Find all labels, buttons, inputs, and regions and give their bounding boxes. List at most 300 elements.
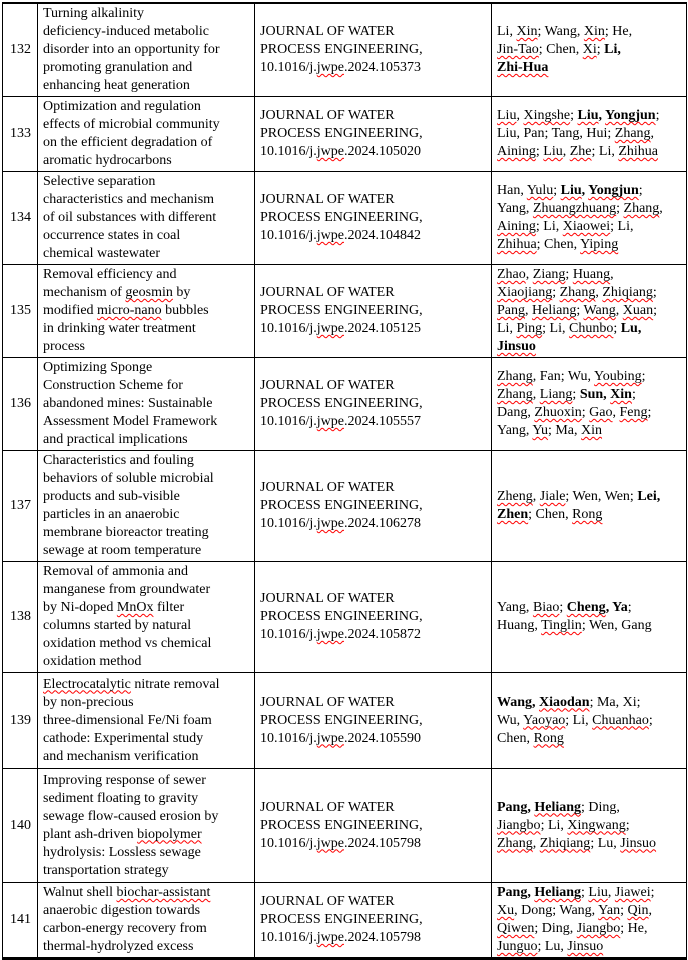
text-segment: 10.1016/j. [260,627,317,642]
journal-cell [255,97,492,172]
text-segment: 10.1016/j. [260,930,317,945]
row-number-cell: 138 [3,562,38,673]
text-segment: ; [565,267,573,282]
text-segment: ; [648,712,653,728]
text-segment: particles in an anaerobic [43,507,180,522]
text-segment: filter [153,600,185,615]
text-segment: chemical wastewater [43,246,160,261]
text-segment: plant ash-driven [43,826,138,842]
text-segment: Chen, [497,730,534,746]
title-cell [38,358,255,451]
journal-cell [255,172,492,265]
text-segment: by [172,285,191,300]
misspelled-word: Yulu [526,183,554,198]
text-segment: , [525,267,533,282]
misspelled-word: jwpe [316,321,344,336]
text-segment: cathode: Experimental study [43,730,204,746]
text-segment: PROCESS ENGINEERING, [260,498,423,513]
misspelled-word: Qin [627,903,649,918]
row-number-cell: 133 [3,97,38,172]
text-segment: JOURNAL OF WATER [260,378,395,393]
misspelled-word: Zheng [497,489,533,504]
title-cell [38,673,255,769]
text-segment: , [598,108,606,123]
text-segment: ; [559,600,567,615]
text-segment: Walnut shell [43,885,117,900]
text-segment: ; [650,885,655,900]
table-row [3,172,687,265]
text-segment: , Dong; Wang, [514,903,599,918]
text-segment: Optimizing Sponge [43,360,153,375]
text-segment: ; Ding, [581,799,620,815]
text-segment: Improving response of sewer [43,772,206,788]
misspelled-word: Xin [516,24,538,39]
misspelled-word: Tinglin [541,618,582,633]
misspelled-word: Ziang [532,267,566,282]
text-segment: membrane bioreactor treating [43,525,209,540]
text-segment: ; He, [620,921,648,936]
text-segment: , [605,600,613,615]
text-segment: ; [596,42,605,57]
text-segment: ; [572,387,580,402]
text-segment: in drinking water treatment [43,321,196,336]
misspelled-word: Qiwen [497,921,535,936]
text-segment: ; [616,201,624,216]
text-segment: Assessment Model Framework [43,414,218,429]
text-segment: , [610,267,614,282]
misspelled-word: Jinsuo [567,939,604,954]
text-segment: JOURNAL OF WATER [260,799,395,815]
text-segment: Wu, [497,712,524,728]
text-segment: Removal efficiency and [43,267,177,282]
title-cell [38,451,255,562]
text-segment: Dang, [497,405,535,420]
text-segment: ; [655,108,660,123]
row-number-cell: 139 [3,673,38,769]
table-row [3,673,687,769]
title-cell [38,562,255,673]
misspelled-word: Heliang [534,885,582,900]
text-segment: , [595,285,603,300]
text-segment: , [612,405,620,420]
misspelled-word: Jiale [539,489,566,504]
misspelled-word: Liang [539,387,573,402]
text-segment: and practical implications [43,432,188,447]
misspelled-word: Jiawei [614,885,651,900]
journal-cell [255,883,492,959]
papers-table-body [3,3,687,959]
text-segment: ; Li, [540,817,568,833]
misspelled-word: Yongjun [605,108,656,123]
table-row [3,97,687,172]
misspelled-word: Gao [589,405,613,420]
row-number-cell: 134 [3,172,38,265]
text-segment: process [43,339,85,354]
misspelled-word: Zhihua [497,237,537,252]
text-segment: , [607,885,615,900]
text-segment: ; [552,285,560,300]
text-segment: ; [631,387,636,402]
text-segment: occurrence states in coal [43,228,181,243]
misspelled-word: Rong [572,507,603,522]
title-cell [38,265,255,358]
text-segment: ; Li, [591,144,619,159]
text-segment: PROCESS ENGINEERING, [260,210,423,225]
text-segment: PROCESS ENGINEERING, [260,126,423,141]
text-segment: bubbles [161,303,209,318]
authors-cell [492,172,687,265]
table-row [3,3,687,97]
journal-cell [255,3,492,97]
text-segment: oxidation method vs chemical [43,636,212,651]
text-segment: Li, [604,42,621,57]
text-segment: by non-precious [43,694,134,710]
text-segment: oxidation method [43,654,142,669]
text-segment: , [525,303,532,318]
misspelled-word: Chuanhao [592,712,649,728]
text-segment: on the efficient degradation of [43,135,213,150]
table-row [3,883,687,959]
text-segment: sewage at room temperature [43,543,202,558]
misspelled-word: Aining [497,219,536,234]
misspelled-word: Xiaowei [562,219,611,234]
text-segment: characteristics and mechanism [43,192,215,207]
misspelled-word: Zhiqiang [539,835,591,851]
text-segment: Characteristics and fouling [43,453,194,468]
misspelled-word: Yiping [580,237,619,252]
text-segment: , [615,303,623,318]
text-segment: ; [627,600,632,615]
text-segment: 10.1016/j. [260,835,317,851]
misspelled-word: micro-nano [97,303,162,318]
text-segment: JOURNAL OF WATER [260,480,395,495]
text-segment: aromatic hydrocarbons [43,153,172,168]
authors-cell [492,769,687,883]
text-segment: PROCESS ENGINEERING, [260,303,423,318]
misspelled-word: Xin [583,24,605,39]
text-segment: 10.1016/j. [260,414,317,429]
text-segment: ; Ma, [547,423,582,438]
misspelled-word: Xi [582,42,597,57]
misspelled-word: jwpe [316,730,344,746]
text-segment: PROCESS ENGINEERING, [260,42,423,57]
misspelled-word: Rong [533,730,564,746]
text-segment: Removal of ammonia and [43,564,189,579]
misspelled-word: Xingshe [523,108,571,123]
text-segment: Lei, [637,489,661,504]
text-segment: , [648,903,652,918]
title-cell [38,3,255,97]
text-segment: nitrate removal [130,676,220,692]
misspelled-word: MnOx [116,600,154,615]
text-segment: Construction Scheme for [43,378,183,393]
text-segment: anaerobic digestion towards [43,903,201,918]
text-segment: ; [581,405,590,420]
misspelled-word: jwpe [316,835,344,851]
text-segment: Selective separation [43,174,156,189]
journal-cell [255,769,492,883]
text-segment: of oil substances with different [43,210,217,225]
text-segment: .2024.105798 [344,835,421,851]
text-segment: ; Ding, [534,921,577,936]
row-number-cell: 141 [3,883,38,959]
text-segment: 10.1016/j. [260,144,317,159]
title-cell [38,97,255,172]
text-segment: products and sub-visible [43,489,180,504]
text-segment: carbon-energy recovery from [43,921,207,936]
text-segment: ; Chen, [538,42,583,57]
text-segment: , [532,835,540,851]
misspelled-word: Zhang [497,835,533,851]
journal-cell [255,451,492,562]
misspelled-word: Liu [560,183,582,198]
text-segment: ; [652,285,657,300]
text-segment: hydrolysis: Lossless sewage [43,844,201,860]
row-number-cell: 140 [3,769,38,883]
misspelled-word: Jinsuo [497,339,536,354]
text-segment: ; Li, [535,219,563,234]
text-segment: ; Lu, [590,835,621,851]
text-segment: ; [638,183,643,198]
misspelled-word: Zhang [623,201,660,216]
text-segment: behaviors of soluble microbial [43,471,214,486]
misspelled-word: Zhi-Hua [497,60,549,75]
text-segment: JOURNAL OF WATER [260,694,395,710]
misspelled-word: Biao [532,600,560,615]
misspelled-word: Jin-Tao [497,42,539,57]
misspelled-word: jwpe [316,516,344,531]
text-segment: Liu, Pan; Tang, Hui; [497,126,615,141]
misspelled-word: Pang [497,303,525,318]
misspelled-word: Wang [583,303,616,318]
journal-cell [255,562,492,673]
text-segment: effects of microbial community [43,117,220,132]
text-segment: 10.1016/j. [260,516,317,531]
text-segment: .2024.105020 [344,144,421,159]
misspelled-word: Yongjun [588,183,639,198]
text-segment: abandoned mines: Sustainable [43,396,213,411]
text-segment: , [562,144,570,159]
papers-table [2,2,687,960]
misspelled-word: Zhuangzhuang [532,201,617,216]
misspelled-word: Jinsuo [620,835,657,851]
authors-cell [492,562,687,673]
text-segment: Ya [612,600,628,615]
text-segment: .2024.105590 [344,730,421,746]
misspelled-word: jwpe [316,144,344,159]
text-segment: , [659,201,663,216]
text-segment: ; Wang, [537,24,584,39]
misspelled-word: Aining [497,144,536,159]
text-segment: .2024.105125 [344,321,421,336]
table-row [3,451,687,562]
text-segment: Pang, [497,799,535,815]
misspelled-word: Zhihua [618,144,658,159]
misspelled-word: Liu [577,108,599,123]
row-number-cell: 136 [3,358,38,451]
row-number-cell: 132 [3,3,38,97]
journal-cell [255,673,492,769]
misspelled-word: jwpe [316,627,344,642]
text-segment: , Fan; Wu, [532,369,595,384]
text-segment: PROCESS ENGINEERING, [260,712,423,728]
misspelled-word: jwpe [316,930,344,945]
text-segment: ; Chen, [536,237,581,252]
text-segment: ; [581,885,589,900]
text-segment: ; Wen, Wen; [565,489,638,504]
misspelled-word: Electrocatalytic [43,676,131,692]
text-segment: JOURNAL OF WATER [260,894,395,909]
misspelled-word: jwpe [316,414,344,429]
text-segment: Pang, [497,885,535,900]
misspelled-word: Liu [588,885,608,900]
row-number-cell: 135 [3,265,38,358]
misspelled-word: Huang [572,267,611,282]
authors-cell [492,97,687,172]
misspelled-word: Zhuoxin [534,405,582,420]
authors-cell [492,358,687,451]
text-segment: enhancing heat generation [43,78,190,93]
text-segment: ; [641,369,646,384]
title-cell [38,172,255,265]
text-segment: 10.1016/j. [260,228,317,243]
text-segment: modified [43,303,98,318]
text-segment: JOURNAL OF WATER [260,24,395,39]
text-segment: JOURNAL OF WATER [260,591,395,606]
table-row [3,769,687,883]
misspelled-word: jwpe [316,228,344,243]
text-segment: manganese from groundwater [43,582,211,597]
misspelled-word: Jiangbo [576,921,621,936]
text-segment: Sun, [579,387,611,402]
text-segment: ; Li, [565,712,593,728]
misspelled-word: Youbing [594,369,642,384]
text-segment: , [581,183,589,198]
text-segment: Han, [497,183,527,198]
text-segment: ; Ma, Xi; [589,694,641,710]
text-segment: ; Wen, Gang [581,618,652,633]
text-segment: Li, [497,321,517,336]
text-segment: 10.1016/j. [260,321,317,336]
title-cell [38,883,255,959]
text-segment: ; [553,183,561,198]
misspelled-word: Xiaojiang [497,285,553,300]
text-segment: .2024.105373 [344,60,421,75]
journal-cell [255,265,492,358]
text-segment: ; [653,303,657,318]
misspelled-word: Liu [543,144,563,159]
misspelled-word: Liu [497,108,517,123]
misspelled-word: Zhao [497,267,526,282]
text-segment: Turning alkalinity [43,6,144,21]
misspelled-word: jwpe [316,60,344,75]
misspelled-word: Xin [610,387,632,402]
text-segment: 10.1016/j. [260,730,317,746]
text-segment: , [650,126,655,141]
misspelled-word: geosmin [125,285,173,300]
misspelled-word: Zhang [497,369,533,384]
text-segment: Optimization and regulation [43,99,201,114]
text-segment: Li, [497,24,517,39]
misspelled-word: Zhen [497,507,529,522]
text-segment: JOURNAL OF WATER [260,285,395,300]
text-segment: disorder into an opportunity for [43,42,220,57]
document-page [0,2,688,956]
text-segment: .2024.105872 [344,627,421,642]
text-segment: Yang, [497,600,533,615]
text-segment: Yang, [497,201,533,216]
text-segment: Lu, [620,321,642,336]
text-segment: .2024.105798 [344,930,421,945]
misspelled-word: biochar-assistant [116,885,211,900]
misspelled-word: Heliang [534,799,582,815]
text-segment: Huang, [497,618,542,633]
misspelled-word: Zhe [569,144,592,159]
text-segment: columns started by natural [43,618,192,633]
misspelled-word: Xiaodan [539,694,590,710]
misspelled-word: Heliang [532,303,577,318]
misspelled-word: Xuan [622,303,654,318]
text-segment: mechanism of [43,285,126,300]
text-segment: promoting granulation and [43,60,193,75]
text-segment: PROCESS ENGINEERING, [260,817,423,833]
misspelled-word: Feng [619,405,648,420]
misspelled-word: Xu [497,903,515,918]
misspelled-word: Yu [532,423,548,438]
text-segment: PROCESS ENGINEERING, [260,912,423,927]
text-segment: ; Li, [610,219,634,234]
text-segment: , [516,108,524,123]
text-segment: , [532,387,540,402]
misspelled-word: Jiangbo [497,817,541,833]
misspelled-word: Chunbo [568,321,614,336]
text-segment: thermal-hydrolyzed excess [43,939,194,954]
text-segment: transportation strategy [43,862,169,878]
text-segment: and mechanism verification [43,748,199,764]
text-segment: ; [576,303,584,318]
title-cell [38,769,255,883]
misspelled-word: Zhiqiang [602,285,653,300]
text-segment: ; Chen, [528,507,573,522]
text-segment: .2024.104842 [344,228,421,243]
misspelled-word: Zhang [614,126,651,141]
text-segment: .2024.106278 [344,516,421,531]
text-segment: PROCESS ENGINEERING, [260,396,423,411]
text-segment: ; Li, [542,321,569,336]
text-segment: Wang, [497,694,540,710]
text-segment: ; He, [604,24,633,39]
misspelled-word: Xingwang [567,817,626,833]
text-segment: , [532,489,540,504]
text-segment: 10.1016/j. [260,60,317,75]
authors-cell [492,451,687,562]
text-segment: three-dimensional Fe/Ni foam [43,712,212,728]
table-row [3,358,687,451]
journal-cell [255,358,492,451]
authors-cell [492,3,687,97]
misspelled-word: Zhang [497,387,533,402]
text-segment: ; [625,817,630,833]
authors-cell [492,883,687,959]
misspelled-word: Junguo [497,939,538,954]
text-segment: ; [570,108,578,123]
misspelled-word: Yan [598,903,621,918]
misspelled-word: Zhang [559,285,596,300]
text-segment: ; [613,321,621,336]
misspelled-word: Ping [516,321,543,336]
authors-cell [492,673,687,769]
text-segment: PROCESS ENGINEERING, [260,609,423,624]
